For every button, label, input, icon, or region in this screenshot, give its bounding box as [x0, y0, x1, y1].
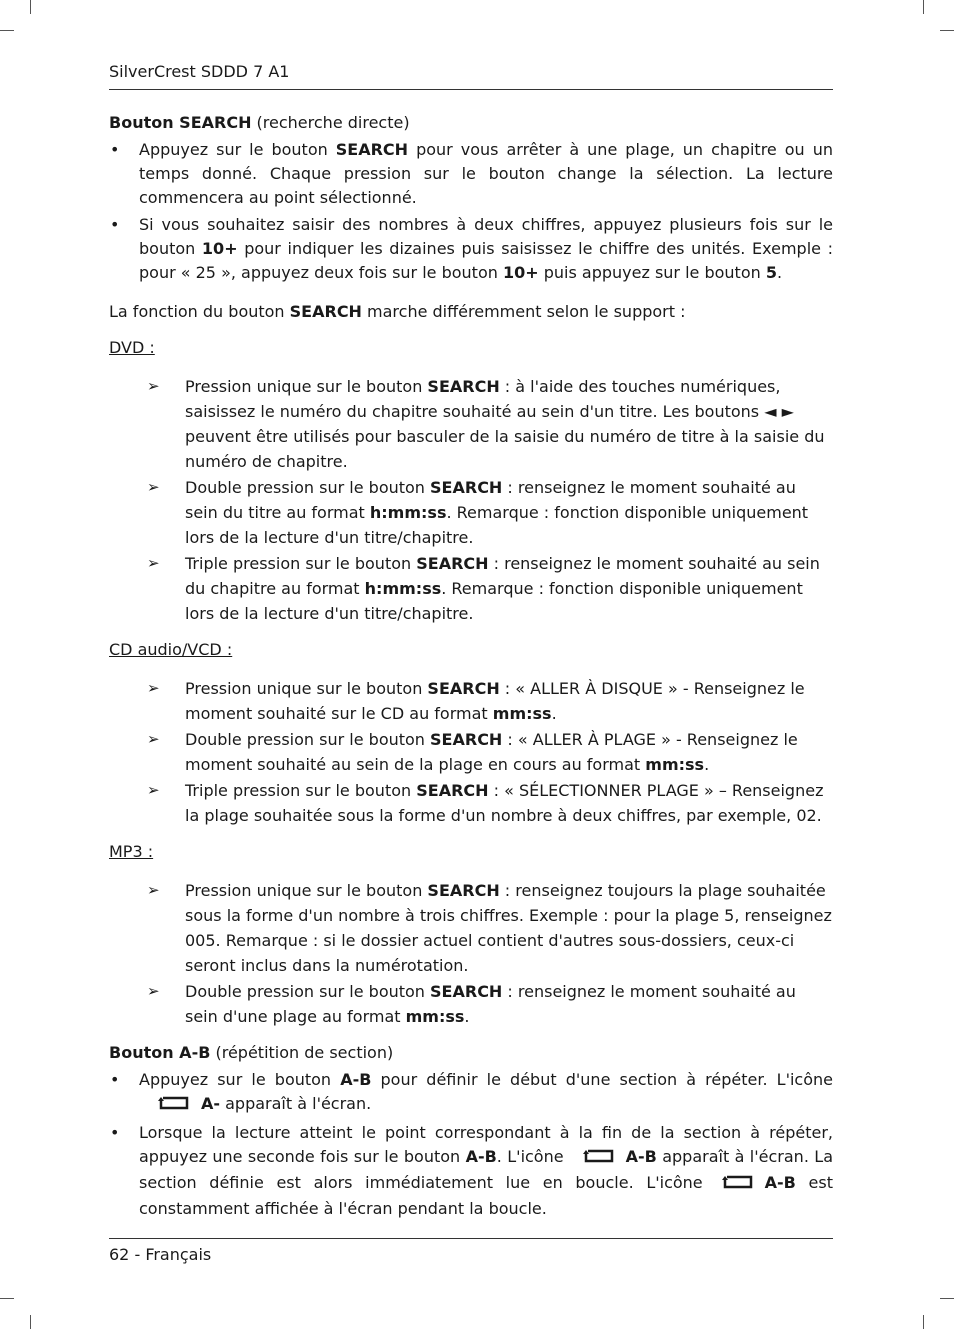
cd-label: CD audio/VCD : [109, 640, 233, 659]
repeat-loop-icon [582, 1147, 616, 1171]
list-item: ➢ Triple pression sur le bouton SEARCH : « SÉLECTIONNER PLAGE » – Renseignez la plage souhaitée sous la forme d'un nombre à deux chiffres, par exemple, 02. [109, 778, 833, 828]
search-intro: La fonction du bouton SEARCH marche différemment selon le support : [109, 302, 686, 321]
page-content [109, 111, 833, 1224]
arrow-bullet-icon: ➢ [147, 554, 160, 572]
mp3-list [109, 878, 833, 1029]
crop-mark [30, 0, 31, 14]
ab-bullet-list [109, 1068, 833, 1221]
list-item: ➢ Pression unique sur le bouton SEARCH : « ALLER À DISQUE » - Renseignez le moment souhaité sur le CD au format mm:ss. [109, 676, 833, 726]
list-item: ➢ Triple pression sur le bouton SEARCH : renseignez le moment souhaité au sein du chapitre au format h:mm:ss. Remarque : fonction disponible uniquement lors de la lecture d'un titre/chapitre. [109, 551, 833, 626]
page-footer: 62 - Français [109, 1238, 833, 1264]
arrow-bullet-icon: ➢ [147, 881, 160, 899]
page-header [109, 62, 833, 90]
arrow-bullet-icon: ➢ [147, 377, 160, 395]
list-item: ➢ Pression unique sur le bouton SEARCH : à l'aide des touches numériques, saisissez le numéro du chapitre souhaité au sein d'un titre. Les boutons ◄ ► peuvent être utilisés pour basculer de la saisie du numéro de titre à la saisie du numéro de chapitre. [109, 374, 833, 474]
arrow-bullet-icon: ➢ [147, 982, 160, 1000]
footer-language: Français [145, 1245, 212, 1264]
crop-mark [30, 1315, 31, 1329]
arrow-bullet-icon: ➢ [147, 781, 160, 799]
crop-mark [0, 30, 14, 31]
crop-mark [940, 1298, 954, 1299]
repeat-loop-icon [157, 1094, 191, 1118]
dvd-label: DVD : [109, 338, 155, 357]
ab-section-title: Bouton A-B (répétition de section) [109, 1043, 394, 1062]
arrow-bullet-icon: ➢ [147, 730, 160, 748]
crop-mark [0, 1298, 14, 1299]
arrow-bullet-icon: ➢ [147, 478, 160, 496]
repeat-loop-icon [721, 1173, 755, 1197]
search-bullet-list [109, 138, 833, 285]
list-item: ➢ Double pression sur le bouton SEARCH : renseignez le moment souhaité au sein du titre au format h:mm:ss. Remarque : fonction disponible uniquement lors de la lecture d'un titre/chapitre. [109, 475, 833, 550]
list-item: • Lorsque la lecture atteint le point correspondant à la fin de la section à répéter, appuyez une seconde fois sur le bouton A-B. L'icône A-B apparaît à l'écran. La section définie est alors immédiatement lue en boucle. L'icône A-B est constamment affichée à l'écran pendant la boucle. [109, 1121, 833, 1221]
list-item: • Si vous souhaitez saisir des nombres à deux chiffres, appuyez plusieurs fois sur le bouton 10+ pour indiquer les dizaines puis saisissez le chiffre des unités. Exemple : pour « 25 », appuyez deux fois sur le bouton 10+ puis appuyez sur le bouton 5. [109, 213, 833, 285]
dvd-list [109, 374, 833, 626]
page-number: 62 [109, 1245, 130, 1264]
search-section-title: Bouton SEARCH (recherche directe) [109, 113, 410, 132]
list-item: ➢ Pression unique sur le bouton SEARCH : renseignez toujours la plage souhaitée sous la forme d'un nombre à trois chiffres. Exemple : pour la plage 5, renseignez 005. Remarque : si le dossier actuel contient d'autres sous-dossiers, ceux-ci seront inclus dans la numérotation. [109, 878, 833, 978]
list-item: ➢ Double pression sur le bouton SEARCH : « ALLER À PLAGE » - Renseignez le moment souhaité au sein de la plage en cours au format mm:ss. [109, 727, 833, 777]
arrow-bullet-icon: ➢ [147, 679, 160, 697]
list-item: ➢ Double pression sur le bouton SEARCH : renseignez le moment souhaité au sein d'une plage au format mm:ss. [109, 979, 833, 1029]
crop-mark [923, 0, 924, 14]
header-title: SilverCrest SDDD 7 A1 [109, 62, 290, 81]
crop-mark [940, 30, 954, 31]
cd-list [109, 676, 833, 828]
mp3-label: MP3 : [109, 842, 154, 861]
list-item: • Appuyez sur le bouton SEARCH pour vous arrêter à une plage, un chapitre ou un temps donné. Chaque pression sur le bouton change la sélection. La lecture commencera au point sélectionné. [109, 138, 833, 210]
crop-mark [923, 1315, 924, 1329]
list-item: • Appuyez sur le bouton A-B pour définir le début d'une section à répéter. L'icôneA- apparaît à l'écran. [109, 1068, 833, 1118]
